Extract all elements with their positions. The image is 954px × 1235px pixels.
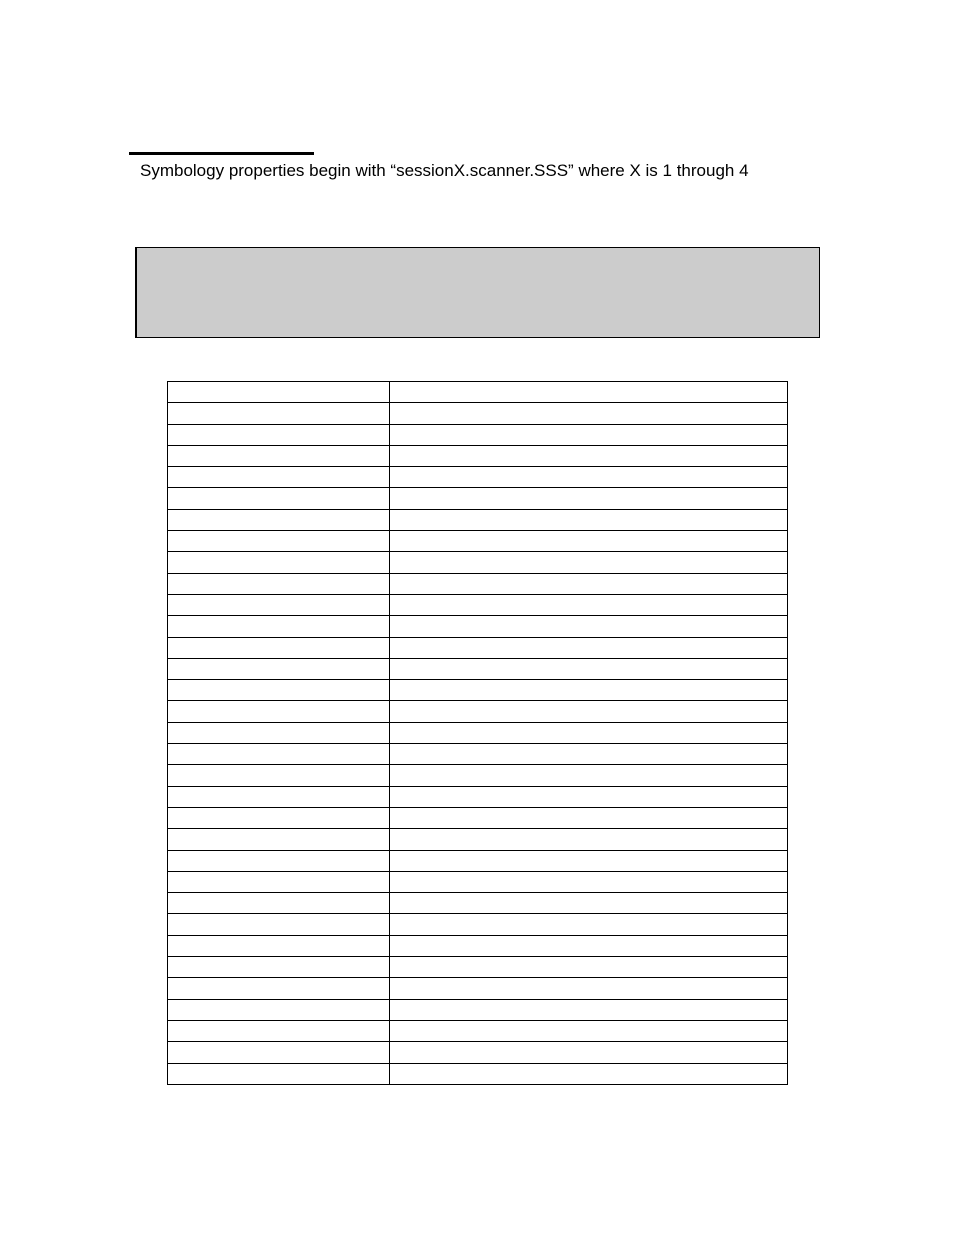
shaded-note-box <box>135 247 820 338</box>
property-name-cell <box>168 935 390 956</box>
property-description-cell <box>390 382 788 403</box>
table-row <box>168 850 788 871</box>
property-name-cell <box>168 786 390 807</box>
table-row <box>168 680 788 701</box>
property-name-cell <box>168 744 390 765</box>
property-name-cell <box>168 1063 390 1084</box>
property-description-cell <box>390 658 788 679</box>
property-description-cell <box>390 488 788 509</box>
property-name-cell <box>168 573 390 594</box>
property-description-cell <box>390 999 788 1020</box>
property-name-cell <box>168 403 390 424</box>
property-name-cell <box>168 531 390 552</box>
property-name-cell <box>168 382 390 403</box>
property-description-cell <box>390 765 788 786</box>
table-row <box>168 978 788 999</box>
table-row <box>168 424 788 445</box>
property-description-cell <box>390 403 788 424</box>
table-row <box>168 531 788 552</box>
table-row <box>168 488 788 509</box>
property-description-cell <box>390 871 788 892</box>
property-name-cell <box>168 957 390 978</box>
table-row <box>168 701 788 722</box>
property-description-cell <box>390 722 788 743</box>
property-name-cell <box>168 637 390 658</box>
property-name-cell <box>168 616 390 637</box>
table-row <box>168 594 788 615</box>
table-row <box>168 999 788 1020</box>
property-name-cell <box>168 893 390 914</box>
property-name-cell <box>168 850 390 871</box>
property-description-cell <box>390 680 788 701</box>
property-name-cell <box>168 914 390 935</box>
property-name-cell <box>168 722 390 743</box>
table-row <box>168 957 788 978</box>
property-name-cell <box>168 829 390 850</box>
property-name-cell <box>168 552 390 573</box>
property-description-cell <box>390 509 788 530</box>
table-row <box>168 658 788 679</box>
property-name-cell <box>168 701 390 722</box>
table-row <box>168 935 788 956</box>
property-description-cell <box>390 1020 788 1041</box>
table-row <box>168 744 788 765</box>
table-row <box>168 509 788 530</box>
table-row <box>168 829 788 850</box>
property-description-cell <box>390 552 788 573</box>
property-description-cell <box>390 531 788 552</box>
table-row <box>168 914 788 935</box>
property-name-cell <box>168 424 390 445</box>
table-row <box>168 893 788 914</box>
property-description-cell <box>390 914 788 935</box>
table-row <box>168 573 788 594</box>
table-row <box>168 403 788 424</box>
property-name-cell <box>168 680 390 701</box>
property-description-cell <box>390 424 788 445</box>
table-row <box>168 637 788 658</box>
property-description-cell <box>390 467 788 488</box>
property-description-cell <box>390 1042 788 1063</box>
section-rule <box>129 152 314 155</box>
property-description-cell <box>390 829 788 850</box>
table-row <box>168 552 788 573</box>
symbology-properties-table <box>167 381 788 1085</box>
property-name-cell <box>168 594 390 615</box>
property-description-cell <box>390 744 788 765</box>
property-name-cell <box>168 445 390 466</box>
property-description-cell <box>390 850 788 871</box>
property-name-cell <box>168 765 390 786</box>
property-description-cell <box>390 957 788 978</box>
intro-paragraph: Symbology properties begin with “sessionX.scanner.SSS” where X is 1 through 4 <box>140 161 749 180</box>
property-name-cell <box>168 871 390 892</box>
table-row <box>168 765 788 786</box>
property-description-cell <box>390 935 788 956</box>
property-name-cell <box>168 488 390 509</box>
table-row <box>168 1020 788 1041</box>
property-description-cell <box>390 573 788 594</box>
property-description-cell <box>390 893 788 914</box>
property-description-cell <box>390 701 788 722</box>
table-row <box>168 786 788 807</box>
table-row <box>168 445 788 466</box>
table-body <box>168 382 788 1085</box>
property-name-cell <box>168 978 390 999</box>
table-row <box>168 1042 788 1063</box>
property-name-cell <box>168 1042 390 1063</box>
property-name-cell <box>168 807 390 828</box>
property-description-cell <box>390 786 788 807</box>
table-row <box>168 1063 788 1084</box>
property-name-cell <box>168 658 390 679</box>
property-name-cell <box>168 1020 390 1041</box>
property-name-cell <box>168 509 390 530</box>
property-name-cell <box>168 999 390 1020</box>
property-description-cell <box>390 807 788 828</box>
property-description-cell <box>390 978 788 999</box>
property-description-cell <box>390 637 788 658</box>
table-row <box>168 722 788 743</box>
property-description-cell <box>390 616 788 637</box>
table-row <box>168 616 788 637</box>
table-row <box>168 807 788 828</box>
property-description-cell <box>390 594 788 615</box>
table-row <box>168 871 788 892</box>
property-description-cell <box>390 445 788 466</box>
property-description-cell <box>390 1063 788 1084</box>
table-row <box>168 382 788 403</box>
table-row <box>168 467 788 488</box>
property-name-cell <box>168 467 390 488</box>
